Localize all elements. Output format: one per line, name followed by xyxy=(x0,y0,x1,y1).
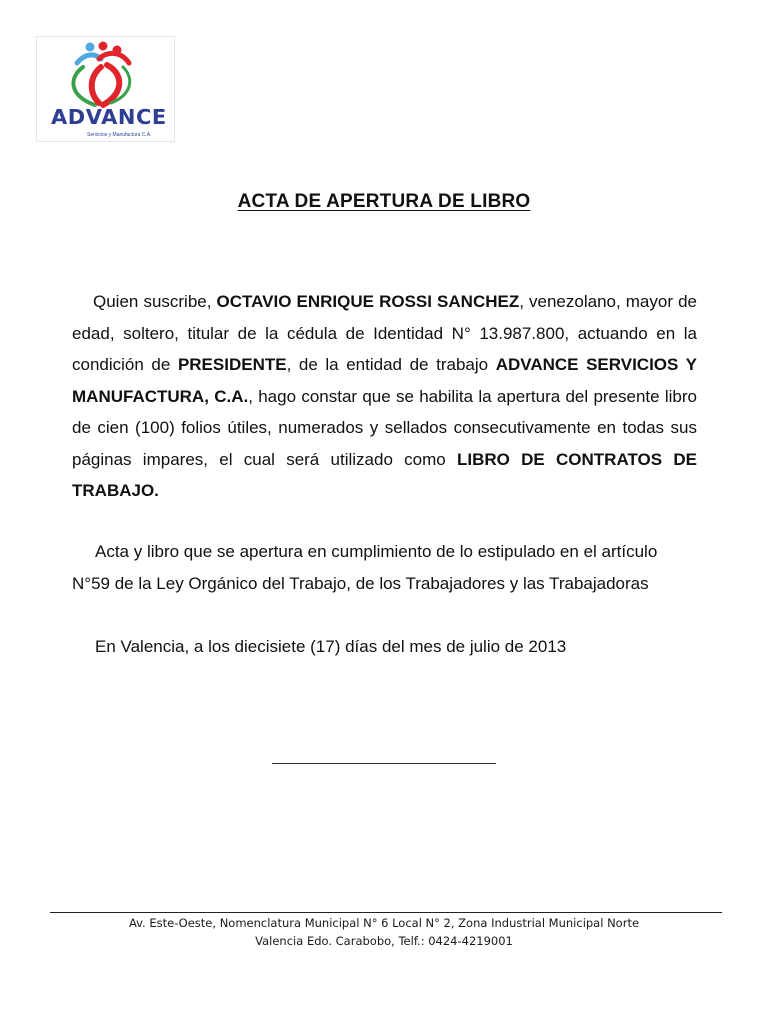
company-logo xyxy=(36,36,175,142)
logo-wordmark: ADVANCE xyxy=(51,105,167,129)
logo-tagline: Servicios y Manufactura C.A. xyxy=(87,132,152,138)
paragraph-declaration xyxy=(72,286,697,507)
company-name: ADVANCE SERVICIOS Y MANUFACTURA, C.A. xyxy=(72,355,697,406)
document-title: ACTA DE APERTURA DE LIBRO xyxy=(237,191,531,212)
footer-divider xyxy=(50,912,722,913)
signature-line xyxy=(272,763,496,764)
signer-role: PRESIDENTE xyxy=(177,355,287,374)
p1-text-4: , hago constar que se habilita la apertura del presente libro de cien (100) folios útiles, numerados y sellados consecutivamente en todas sus páginas impares, el cual será utilizado como xyxy=(72,386,698,469)
paragraph-date-place: En Valencia, a los diecisiete (17) días del mes de julio de 2013 xyxy=(95,637,567,656)
p1-text-2: , venezolano, mayor de edad, soltero, titular de la cédula de Identidad N° 13.987.800, actuando en la condición de xyxy=(72,292,697,374)
footer-address: Av. Este-Oeste, Nomenclatura Municipal N° 6 Local N° 2, Zona Industrial Municipal Norte xyxy=(128,916,640,930)
footer-contact: Valencia Edo. Carabobo, Telf.: 0424-4219001 xyxy=(255,934,513,948)
paragraph-legal-basis: Acta y libro que se apertura en cumplimiento de lo estipulado en el artículo N°59 de la Ley Orgánico del Trabajo, de los Trabajadores y las Trabajadoras xyxy=(72,542,658,593)
signer-name: OCTAVIO ENRIQUE ROSSI SANCHEZ xyxy=(216,292,520,311)
p1-text-3: , de la entidad de trabajo xyxy=(286,355,496,374)
p1-text-1: Quien suscribe, xyxy=(93,292,217,311)
book-name: LIBRO DE CONTRATOS DE TRABAJO. xyxy=(72,449,697,500)
